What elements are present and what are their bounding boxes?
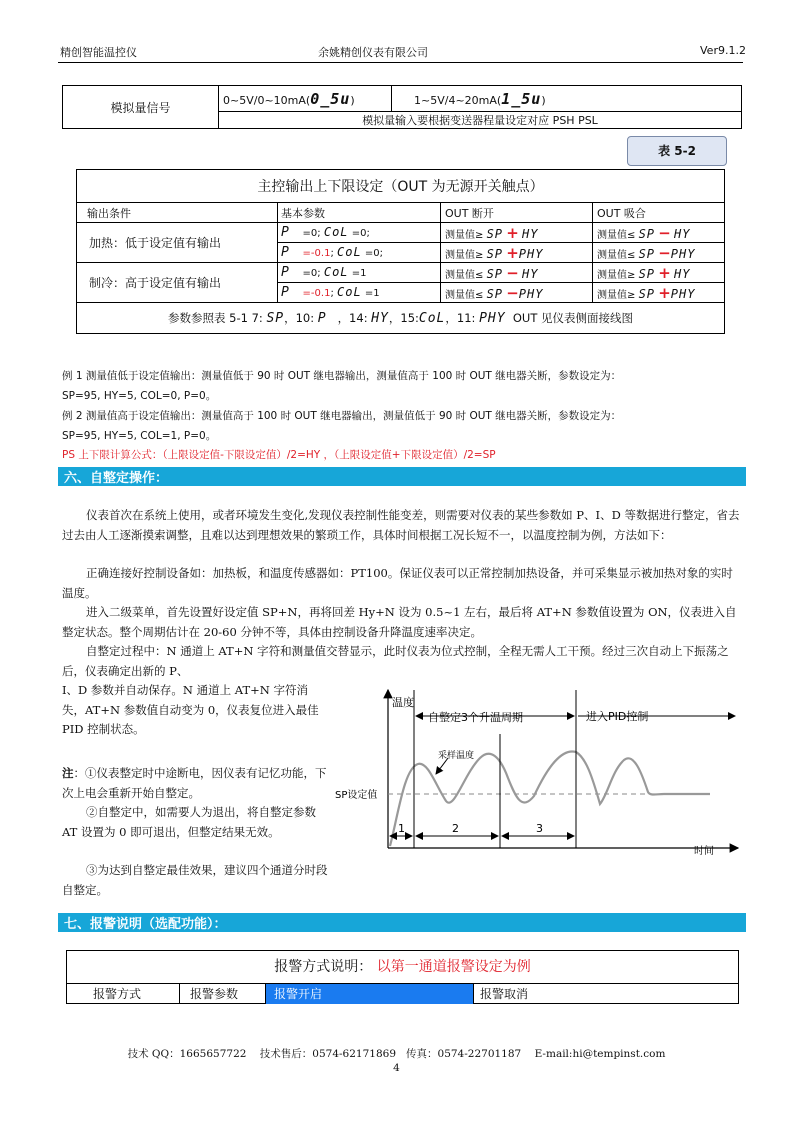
heat-label: 加热：低于设定值有输出 xyxy=(77,223,278,263)
analog-cell-1-5v: 1~5V/4~20mA(1_5u) xyxy=(392,86,742,112)
sp-label: SP设定值 xyxy=(335,790,378,801)
analog-label: 模拟量信号 xyxy=(63,86,219,129)
segment-3-label: 3 xyxy=(536,822,543,835)
table-row: P =-0.1; CoL =1 测量值≤ SP −PHY 测量值≥ SP +PHY xyxy=(77,283,725,303)
example-1-line-2: SP=95, HY=5, COL=0, P=0。 xyxy=(62,390,217,402)
s6-paragraph-2: 正确连接好控制设备如：加热板，和温度传感器如：PT100。保证仪表可以正常控制加热设备，并可采集显示被加热对象的实时温度。 xyxy=(62,566,733,600)
alarm-col-param: 报警参数 xyxy=(180,984,266,1004)
header-rule xyxy=(58,62,743,63)
footer-contact: 技术 QQ：1665657722 技术售后：0574-62171869 传真：0574-22701187 E-mail:hi@tempinst.com xyxy=(127,1048,666,1060)
s6-paragraph-4a: 自整定过程中：N 通道上 AT+N 字符和测量值交替显示，此时仪表为位式控制，全程无需人工干预。经过三次自动上下振荡之后，仪表确定出新的 P、 xyxy=(62,644,729,678)
table-row: 制冷：高于设定值有输出 P =0; CoL =1 测量值≤ SP − HY 测量值≥ SP + HY xyxy=(77,263,725,283)
autotune-diagram xyxy=(330,686,742,866)
alarm-header-row xyxy=(67,984,738,1004)
limit-table xyxy=(76,169,725,334)
s6-note-1: 注：①仪表整定时中途断电，因仪表有记忆功能，下次上电会重新开始自整定。 xyxy=(62,766,327,800)
table-row: 加热：低于设定值有输出 P =0; CoL =0; 测量值≥ SP + HY 测量值≤ SP − HY xyxy=(77,223,725,243)
col-header-on: OUT 吸合 xyxy=(593,203,725,223)
limit-table-title: 主控输出上下限设定（OUT 为无源开关触点） xyxy=(77,170,725,203)
alarm-box xyxy=(66,950,739,1004)
s6-paragraph-4b: I、D 参数并自动保存。N 通道上 AT+N 字符消失，AT+N 参数值自动变为 0，仪表复位进入最佳 PID 控制状态。 xyxy=(62,683,319,736)
section7-title: 七、报警说明（选配功能）： xyxy=(64,917,227,932)
analog-signal-table xyxy=(62,85,742,129)
section6-title: 六、自整定操作： xyxy=(64,471,169,486)
examples xyxy=(62,366,752,464)
col-header-params: 基本参数 xyxy=(278,203,441,223)
example-1-line-1: 例 1 测量值低于设定值输出：测量值低于 90 时 OUT 继电器输出，测量值高于 100 时 OUT 继电器关断，参数设定为： xyxy=(62,370,622,382)
table-tag: 表 5-2 xyxy=(627,136,727,166)
col-header-off: OUT 断开 xyxy=(441,203,593,223)
limit-table-footer: 参数参照表 5-1 7: SP，10: P ，14: HY，15:CoL，11: PHY OUT 见仪表侧面接线图 xyxy=(77,303,725,334)
alarm-col-on: 报警开启 xyxy=(266,984,474,1004)
example-2-line-2: SP=95, HY=5, COL=1, P=0。 xyxy=(62,430,217,442)
segment-2-label: 2 xyxy=(452,822,459,835)
col-header-condition: 输出条件 xyxy=(77,203,278,223)
alarm-col-mode: 报警方式 xyxy=(67,984,180,1004)
s6-note-3: ③为达到自整定最佳效果，建议四个通道分时段自整定。 xyxy=(62,863,328,897)
section7-bar xyxy=(58,913,746,932)
period-label: 自整定3个升温周期 xyxy=(428,711,523,724)
segment-1-label: 1 xyxy=(398,822,405,835)
s6-paragraph-3: 进入二级菜单，首先设置好设定值 SP+N，再将回差 Hy+N 设为 0.5~1 左右，最后将 AT+N 参数值设置为 ON，仪表进入自整定状态。整个周期估计在 20-60 分钟不等，具体由控制设备升降温度速率决定。 xyxy=(62,605,737,639)
ps-formula: PS 上下限计算公式：（上限设定值-下限设定值）/2=HY ，（上限设定值+下限设定值）/2=SP xyxy=(62,449,496,461)
table-row: P =-0.1; CoL =0; 测量值≥ SP +PHY 测量值≤ SP −PHY xyxy=(77,243,725,263)
sample-label: 采样温度 xyxy=(438,751,475,761)
header-center: 余姚精创仪表有限公司 xyxy=(318,46,428,59)
s6-paragraph-1: 仪表首次在系统上使用，或者环境发生变化,发现仪表控制性能变差，则需要对仪表的某些参数如 P、I、D 等数据进行整定，省去过去由人工逐渐摸索调整，且难以达到理想效果的繁琐工作，具体时间根据工况长短不一，以温度控制为例，方法如下： xyxy=(62,508,740,542)
alarm-col-off: 报警取消 xyxy=(480,987,529,1001)
header-left: 精创智能温控仪 xyxy=(60,46,137,59)
pid-label: 进入PID控制 xyxy=(586,710,649,723)
section6-bar xyxy=(58,467,746,486)
example-2-line-1: 例 2 测量值高于设定值输出：测量值高于 100 时 OUT 继电器输出，测量值低于 90 时 OUT 继电器关断，参数设定为： xyxy=(62,410,622,422)
page-number: 4 xyxy=(393,1062,400,1074)
y-axis-label: 温度 xyxy=(392,696,414,709)
cool-label: 制冷：高于设定值有输出 xyxy=(77,263,278,303)
s6-note-2: ②自整定中，如需要人为退出，将自整定参数 AT 设置为 0 即可退出，但整定结果无效。 xyxy=(62,805,316,839)
x-axis-label: 时间 xyxy=(694,846,714,857)
sample-curve xyxy=(390,751,710,846)
analog-note: 模拟量输入要根据变送器程量设定对应 PSH PSL xyxy=(219,112,742,129)
analog-cell-0-5v: 0~5V/0~10mA(0_5u) xyxy=(219,86,392,112)
header-version: Ver9.1.2 xyxy=(700,44,746,57)
code-0-5u: 0_5u xyxy=(310,89,351,108)
alarm-box-title: 报警方式说明： 以第一通道报警设定为例 xyxy=(67,951,738,984)
code-1-5u: 1_5u xyxy=(501,89,542,108)
